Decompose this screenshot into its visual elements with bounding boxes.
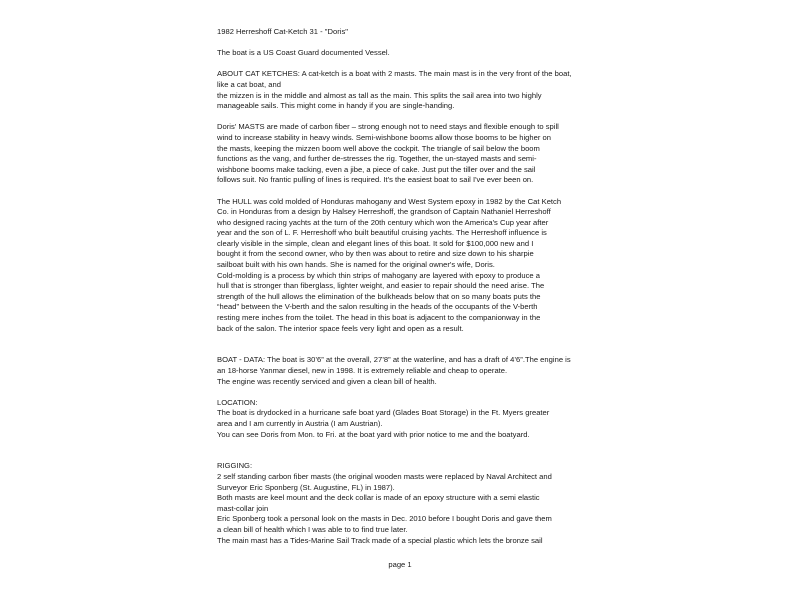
- text-line: functions as the vang, and further de-stresses the rig. Together, the un-stayed masts and semi-: [217, 154, 537, 164]
- text-line: resting mere inches from the toilet. The head in this boat is adjacent to the companionway in the: [217, 313, 541, 323]
- paragraph-hull: [217, 197, 587, 335]
- text-line: wishbone booms make tacking, even a jibe, a piece of cake. Just put the tiller over and the sail: [217, 164, 536, 174]
- paragraph-gap: [217, 186, 587, 197]
- paragraph-masts: [217, 122, 587, 186]
- section-heading: LOCATION:: [217, 397, 258, 407]
- paragraph-rigging: [217, 461, 587, 546]
- document-body: [217, 27, 587, 546]
- paragraph-gap: [217, 440, 587, 461]
- text-line: The HULL was cold molded of Honduras mahogany and West System epoxy in 1982 by the Cat Ketch: [217, 196, 562, 206]
- text-line: Cold-molding is a process by which thin strips of mahogany are layered with epoxy to produce a: [217, 270, 540, 280]
- text-line: “head” between the V-berth and the salon resulting in the heads of the occupants of the V-berth: [217, 302, 538, 312]
- paragraph-uscg: The boat is a US Coast Guard documented Vessel.: [217, 48, 390, 58]
- text-line: 2 self standing carbon fiber masts (the original wooden masts were replaced by Naval Architect and: [217, 471, 552, 481]
- text-line: the masts, keeping the mizzen boom well above the cockpit. The triangle of sail below the boom: [217, 143, 540, 153]
- text-line: strength of the hull allows the elimination of the bulkheads below that on so many boats puts the: [217, 291, 541, 301]
- text-line: Eric Sponberg took a personal look on the masts in Dec. 2010 before I bought Doris and gave them: [217, 514, 552, 524]
- paragraph-about-cat-ketches: [217, 69, 587, 111]
- paragraph-gap: [217, 112, 587, 123]
- text-line: back of the salon. The interior space feels very light and open as a result.: [217, 323, 464, 333]
- text-line: like a cat boat, and: [217, 79, 281, 89]
- text-line: Co. in Honduras from a design by Halsey Herreshoff, the grandson of Captain Nathaniel Herreshoff: [217, 207, 551, 217]
- text-line: year and the son of L. F. Herreshoff who built beautiful cruising yachts. The Herreshoff influence is: [217, 228, 547, 238]
- text-line: The engine was recently serviced and given a clean bill of health.: [217, 376, 437, 386]
- paragraph-boat-data: [217, 355, 587, 387]
- paragraph-gap: [217, 38, 587, 49]
- text-line: mast-collar join: [217, 503, 269, 513]
- document-title: 1982 Herreshoff Cat-Ketch 31 - "Doris": [217, 27, 348, 36]
- text-line: Surveyor Eric Sponberg (St. Augustine, FL) in 1987).: [217, 482, 395, 492]
- text-line: the mizzen is in the middle and almost as tall as the main. This splits the sail area into two highly: [217, 90, 542, 100]
- text-line: an 18-horse Yanmar diesel, new in 1998. It is extremely reliable and cheap to operate.: [217, 366, 508, 375]
- text-line: The main mast has a Tides-Marine Sail Track made of a special plastic which lets the bronze sail: [217, 535, 543, 545]
- text-line: sailboat built with his own hands. She is named for the original owner's wife, Doris.: [217, 260, 495, 270]
- paragraph-gap: [217, 59, 587, 70]
- text-line: a clean bill of health which I was able to to find true later.: [217, 524, 408, 534]
- text-line: Both masts are keel mount and the deck collar is made of an epoxy structure with a semi elastic: [217, 493, 540, 503]
- text-line: who designed racing yachts at the turn of the 20th century which won the America's Cup year after: [217, 217, 549, 227]
- paragraph-location: [217, 398, 587, 440]
- text-line: hull that is stronger than fiberglass, lighter weight, and easier to repair should the need arise. The: [217, 281, 545, 291]
- text-line: You can see Doris from Mon. to Fri. at the boat yard with prior notice to me and the boatyard.: [217, 429, 530, 439]
- text-line: manageable sails. This might come in handy if you are single-handing.: [217, 101, 455, 111]
- text-line: follows suit. No frantic pulling of lines is required. It's the easiest boat to sail I've ever been on.: [217, 175, 534, 185]
- text-line: The boat is drydocked in a hurricane safe boat yard (Glades Boat Storage) in the Ft. Myers greater: [217, 408, 550, 418]
- text-line: clearly visible in the simple, clean and elegant lines of this boat. It sold for $100,000 new and I: [217, 238, 534, 248]
- section-heading: RIGGING:: [217, 461, 253, 471]
- text-line: wind to increase stability in heavy winds. Semi-wishbone booms allow those booms to be higher on: [217, 132, 551, 142]
- paragraph-gap: [217, 387, 587, 398]
- paragraph-gap: [217, 334, 587, 355]
- text-line: bought it from the second owner, who by then was about to retire and size down to his sharpie: [217, 249, 534, 259]
- text-line: BOAT - DATA: The boat is 30’6” at the overall, 27’8” at the waterline, and has a draft of 4’6”.The engine is: [217, 355, 571, 365]
- page-number: page 1: [388, 560, 412, 569]
- text-line: Doris' MASTS are made of carbon fiber – strong enough not to need stays and flexible enough to spill: [217, 122, 559, 132]
- text-line: ABOUT CAT KETCHES: A cat-ketch is a boat with 2 masts. The main mast is in the very front of the boat,: [217, 69, 572, 79]
- text-line: area and I am currently in Austria (I am Austrian).: [217, 418, 383, 428]
